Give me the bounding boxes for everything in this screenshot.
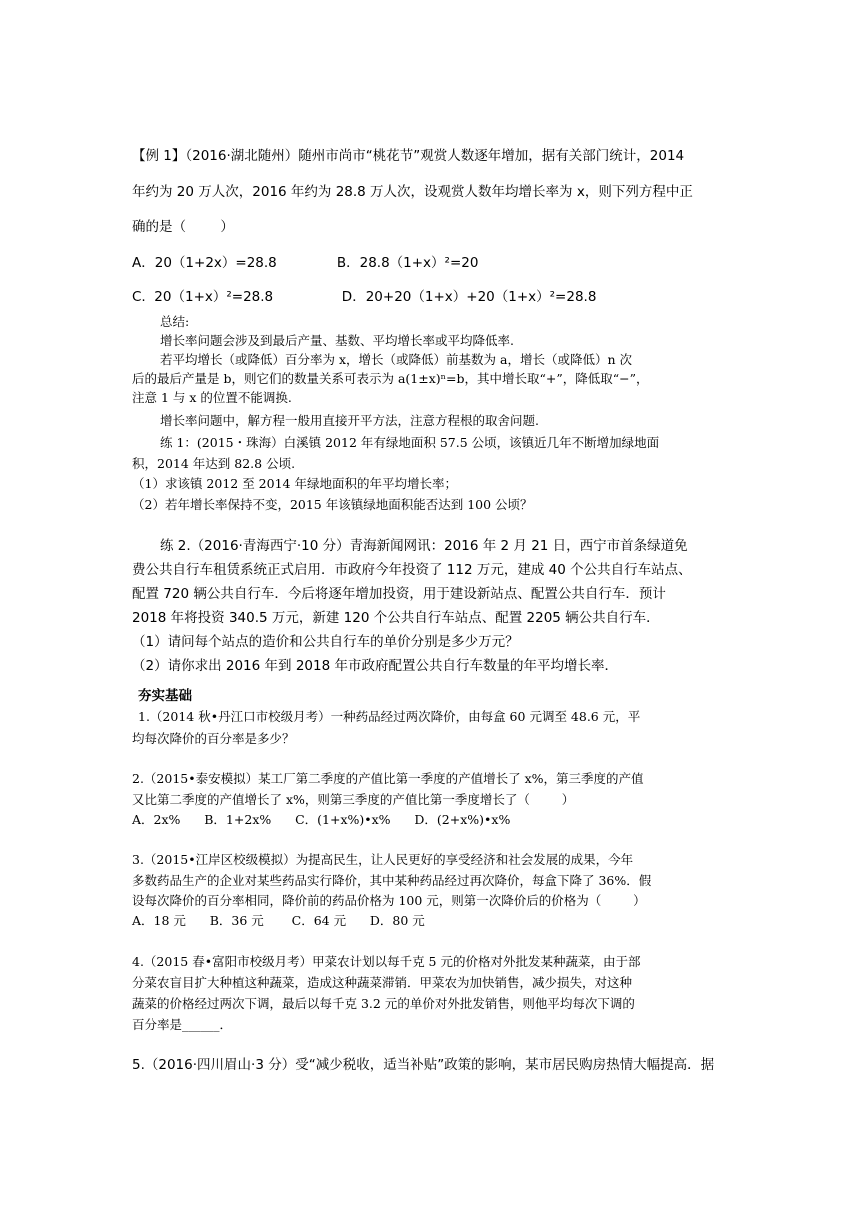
text-line-17: 费公共自行车租赁系统正式启用．市政府今年投资了 112 万元，建成 40 个公共自行车站点、: [132, 562, 692, 578]
text-line-3: 确的是（ ）: [132, 219, 234, 235]
text-line-28: 3.（2015•江岸区校级模拟）为提高民生，让人民更好的享受经济和社会发展的成果，今年: [132, 852, 634, 867]
text-line-23: 1.（2014 秋•丹江口市校级月考）一种药品经过两次降价，由每盒 60 元调至 48.6 元，平: [138, 709, 641, 724]
text-line-13: 积，2014 年达到 82.8 公顷.: [132, 456, 296, 471]
text-line-15: （2）若年增长率保持不变，2015 年该镇绿地面积能否达到 100 公顷？: [132, 497, 533, 512]
text-line-5: C. 20（1+x）²=28.8 D．20+20（1+x）+20（1+x）²=28.8: [132, 289, 597, 305]
text-line-22: 夯实基础: [138, 688, 192, 704]
text-line-12: 练 1：(2015・珠海）白溪镇 2012 年有绿地面积 57.5 公顷，该镇近几年不断增加绿地面: [160, 435, 660, 450]
text-line-2: 年约为 20 万人次，2016 年约为 28.8 万人次，设观赏人数年均增长率为 x，则下列方程中正: [132, 184, 693, 200]
text-line-35: 百分率是______．: [132, 1017, 233, 1032]
text-line-16: 练 2.（2016·青海西宁·10 分）青海新闻网讯：2016 年 2 月 21 日，西宁市首条绿道免: [160, 538, 688, 554]
text-line-7: 增长率问题会涉及到最后产量、基数、平均增长率或平均降低率.: [160, 333, 514, 348]
text-line-9: 后的最后产量是 b，则它们的数量关系可表示为 a(1±x)ⁿ=b，其中增长取“+”，降低取“−”，: [132, 371, 649, 386]
text-line-24: 均每次降价的百分率是多少？: [132, 731, 295, 746]
text-line-32: 4.（2015 春•富阳市校级月考）甲菜农计划以每千克 5 元的价格对外批发某种蔬菜，由于部: [132, 954, 641, 969]
text-line-19: 2018 年将投资 340.5 万元，新建 120 个公共自行车站点、配置 2205 辆公共自行车．: [132, 610, 660, 626]
text-line-14: （1）求该镇 2012 至 2014 年绿地面积的年平均增长率；: [132, 476, 457, 491]
text-line-10: 注意 1 与 x 的位置不能调换.: [132, 390, 292, 405]
text-line-31: A．18 元 B．36 元 C．64 元 D．80 元: [132, 913, 425, 928]
text-line-21: （2）请你求出 2016 年到 2018 年市政府配置公共自行车数量的年平均增长率．: [132, 658, 618, 674]
text-line-25: 2.（2015•泰安模拟）某工厂第二季度的产值比第一季度的产值增长了 x%，第三季度的产值: [132, 771, 644, 786]
text-line-30: 设每次降价的百分率相同，降价前的药品价格为 100 元，则第一次降价后的价格为（ ）: [132, 893, 646, 908]
text-line-34: 蔬菜的价格经过两次下调，最后以每千克 3.2 元的单价对外批发销售，则他平均每次下调的: [132, 996, 635, 1011]
text-line-1: 【例 1】（2016·湖北随州）随州市尚市“桃花节”观赏人数逐年增加，据有关部门统计，2014: [132, 148, 685, 164]
text-line-6: 总结:: [160, 314, 190, 329]
text-line-27: A．2x% B．1+2x% C．(1+x%)•x% D．(2+x%)•x%: [132, 812, 511, 827]
text-line-11: 增长率问题中，解方程一般用直接开平方法，注意方程根的取舍问题.: [160, 413, 539, 428]
text-line-26: 又比第二季度的产值增长了 x%，则第三季度的产值比第一季度增长了（ ）: [132, 792, 575, 807]
text-line-36: 5.（2016·四川眉山·3 分）受“减少税收，适当补贴”政策的影响，某市居民购房热情大幅提高．据: [132, 1057, 715, 1073]
text-line-18: 配置 720 辆公共自行车．今后将逐年增加投资，用于建设新站点、配置公共自行车．预计: [132, 586, 666, 602]
text-line-4: A．20（1+2x）=28.8 B．28.8（1+x）²=20: [132, 255, 479, 271]
text-line-8: 若平均增长（或降低）百分率为 x，增长（或降低）前基数为 a，增长（或降低）n 次: [160, 352, 632, 367]
text-line-29: 多数药品生产的企业对某些药品实行降价，其中某种药品经过再次降价，每盒下降了 36%．假: [132, 873, 652, 888]
text-line-33: 分菜农盲目扩大种植这种蔬菜，造成这种蔬菜滞销．甲菜农为加快销售，减少损失，对这种: [132, 975, 633, 990]
text-line-20: （1）请问每个站点的造价和公共自行车的单价分别是多少万元？: [132, 634, 519, 650]
